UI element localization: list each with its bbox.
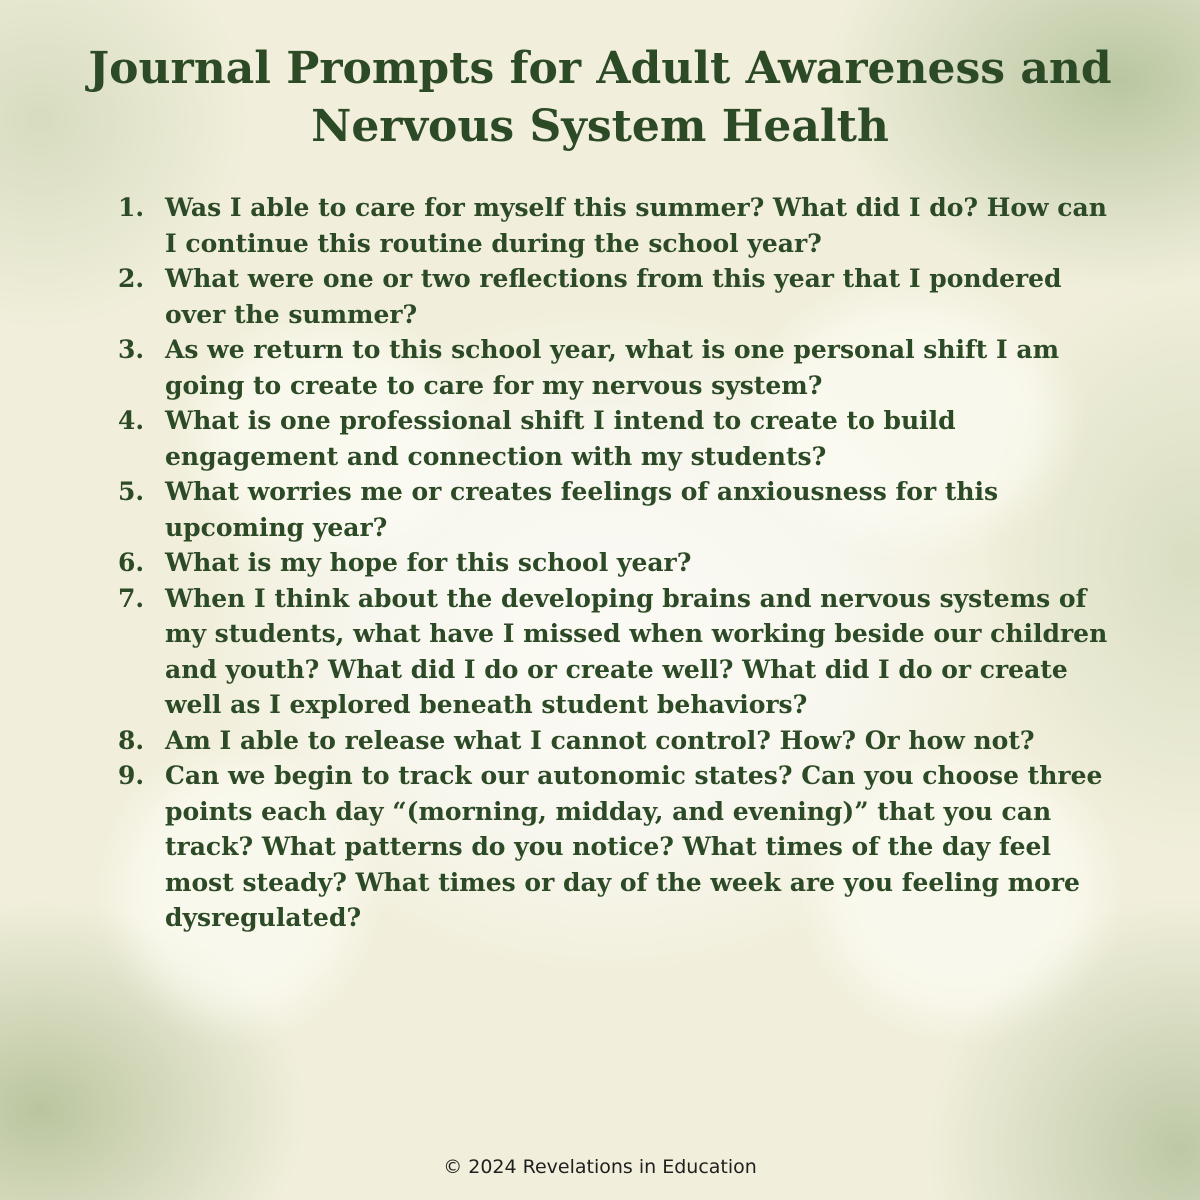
item-number: 4. [118,406,145,435]
list-item [118,545,1118,581]
item-text: What is my hope for this school year? [165,548,692,577]
list-item [118,581,1118,723]
item-text: Can we begin to track our autonomic states? Can you choose three points each day “(morning, midday, and evening)” that you can track? What patterns do you notice? What times of the day feel most steady? What times or day of the week are you feeling more dysregulated? [165,761,1103,932]
item-number: 9. [118,761,145,790]
copyright-footer: © 2024 Revelations in Education [443,1156,757,1178]
list-item [118,261,1118,332]
list-item [118,403,1118,474]
prompt-list [118,190,1118,936]
list-item [118,332,1118,403]
item-number: 1. [118,193,145,222]
item-text: As we return to this school year, what is one personal shift I am going to create to care for my nervous system? [165,335,1060,400]
item-text: Was I able to care for myself this summer? What did I do? How can I continue this routine during the school year? [165,193,1107,258]
list-item [118,723,1118,759]
list-item [118,474,1118,545]
item-number: 2. [118,264,145,293]
item-number: 8. [118,725,145,755]
item-text: What were one or two reflections from this year that I pondered over the summer? [165,264,1062,329]
page-title: Journal Prompts for Adult Awareness and Nervous System Health [88,43,1112,152]
item-number: 5. [118,477,145,506]
item-text: What is one professional shift I intend to create to build engagement and connection with my students? [165,406,956,471]
item-number: 3. [118,335,145,364]
list-item [118,758,1118,936]
item-number: 7. [118,583,145,613]
item-number: 6. [118,548,145,577]
item-text: What worries me or creates feelings of anxiousness for this upcoming year? [165,477,999,542]
item-text: When I think about the developing brains and nervous systems of my students, what have I missed when working beside our children and youth? What did I do or create well? What did I do or create well as I explored beneath student behaviors? [165,583,1108,719]
list-item [118,190,1118,261]
item-text: Am I able to release what I cannot control? How? Or how not? [165,725,1035,755]
